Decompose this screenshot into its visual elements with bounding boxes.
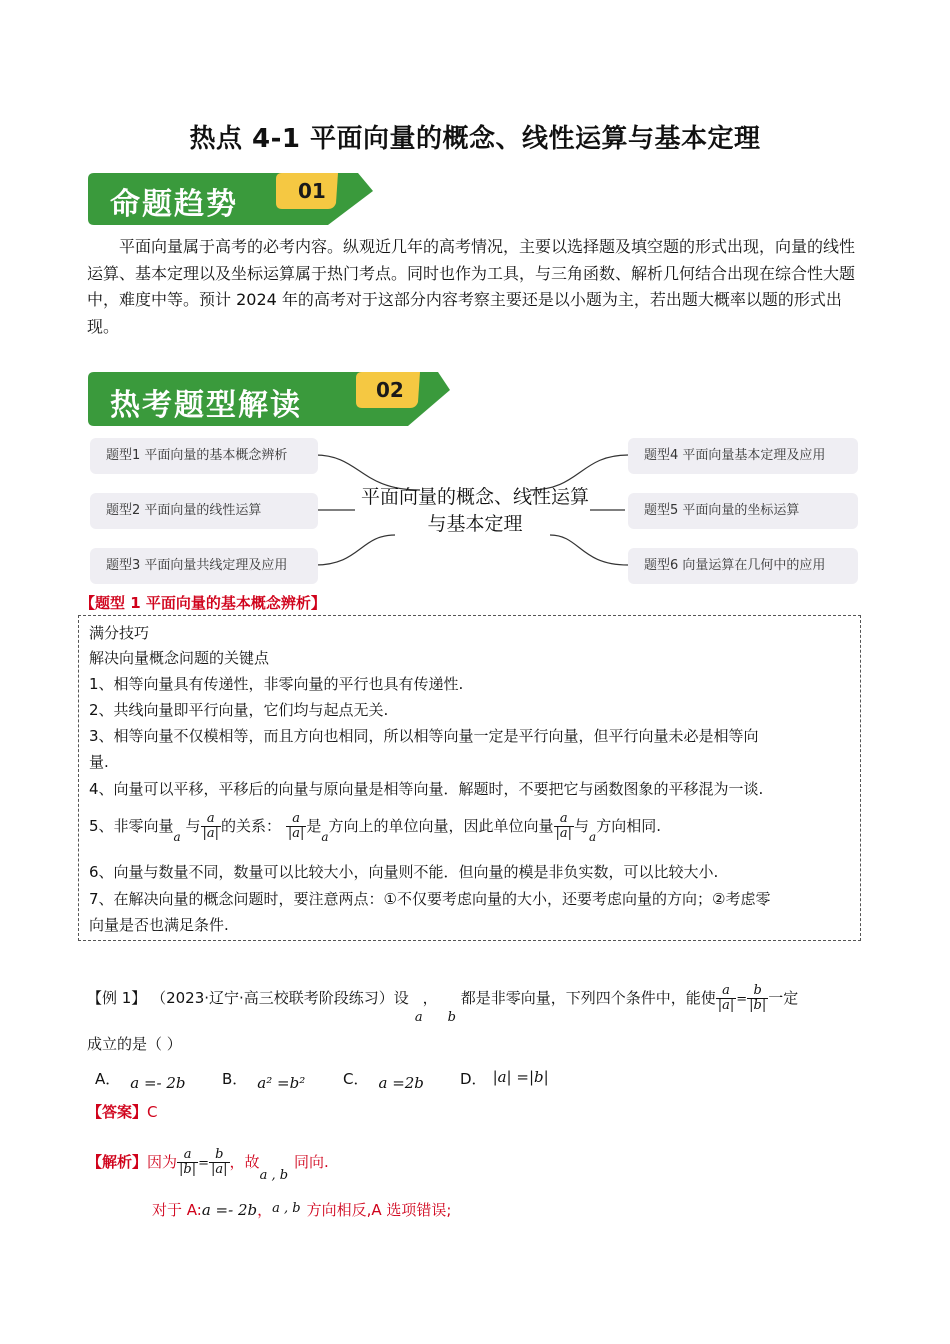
vector-a: a [321, 830, 329, 844]
text: 的关系： [221, 817, 282, 835]
text: 方向上的单位向量，因此单位向量 [328, 817, 554, 835]
option-label: A． [95, 1070, 121, 1088]
example-text: 都是非零向量，下列四个条件中，能使 [460, 989, 716, 1007]
option-label: B． [222, 1070, 248, 1088]
text: 5、非零向量 [89, 817, 174, 835]
mindmap-item-type4: 题型4 平面向量基本定理及应用 [628, 438, 858, 474]
example-1 [87, 984, 798, 1025]
note-expr: a =- 2b [201, 1201, 258, 1219]
unit-vector-fraction [201, 812, 222, 841]
numerator: a [201, 812, 222, 827]
banner-label: 热考题型解读 [110, 388, 302, 423]
tip-item: 2、共线向量即平行向量，它们均与起点无关. [89, 701, 389, 719]
option-expr: a =2b [378, 1074, 424, 1092]
denominator: |a| [202, 826, 220, 841]
option-c[interactable] [343, 1068, 424, 1092]
banner-number: 01 [298, 179, 326, 203]
unit-vector-fraction [554, 812, 575, 841]
text: 方向相同. [596, 817, 661, 835]
vectors-ab: a , b [272, 1201, 301, 1216]
numerator: a [716, 984, 737, 999]
option-expr: a² =b² [257, 1074, 306, 1092]
denominator: |a| [211, 1162, 228, 1177]
text: 与 [185, 817, 201, 835]
analysis-fraction-b [209, 1148, 230, 1177]
tip-item: 7、在解决向量的概念问题时，要注意两点：①不仅要考虑向量的大小，还要考虑向量的方向；②考虑零 [89, 890, 771, 908]
tip-item: 4、向量可以平移，平移后的向量与原向量是相等向量．解题时，不要把它与函数图象的平移混为一谈. [89, 780, 764, 798]
option-a[interactable] [95, 1068, 186, 1092]
tip-item: 向量是否也满足条件. [89, 916, 229, 934]
denominator: |b| [179, 1162, 197, 1177]
tip-item: 6、向量与数量不同，数量可以比较大小，向量则不能．但向量的模是非负实数，可以比较大小. [89, 863, 719, 881]
unit-vector-fraction [286, 812, 307, 841]
vector-a: a [589, 830, 597, 844]
vectors-ab: a , b [259, 1168, 289, 1183]
banner-trend [88, 173, 378, 225]
equals: = [736, 992, 748, 1007]
tips-subheading: 解决向量概念问题的关键点 [89, 649, 270, 667]
note-text: 对于 A: [152, 1201, 202, 1219]
text: 是 [306, 817, 322, 835]
analysis-text: 因为 [147, 1153, 178, 1171]
page-title: 热点 4-1 平面向量的概念、线性运算与基本定理 [189, 124, 761, 154]
analysis-text: ，故 [229, 1153, 260, 1171]
answer [87, 1101, 158, 1122]
mindmap-item-type1: 题型1 平面向量的基本概念辨析 [90, 438, 318, 474]
separator: ， [257, 1201, 273, 1219]
analysis-text: 同向. [294, 1153, 329, 1171]
analysis [87, 1148, 329, 1183]
mindmap-item-type6: 题型6 向量运算在几何中的应用 [628, 548, 858, 584]
answer-value: C [147, 1103, 158, 1121]
denominator: |a| [287, 826, 305, 841]
numerator: a [177, 1148, 198, 1163]
option-b[interactable] [222, 1068, 305, 1092]
example-text: 一定 [768, 989, 799, 1007]
option-label: D． [460, 1070, 487, 1088]
text: 与 [574, 817, 590, 835]
tip-item: 量. [89, 753, 109, 771]
banner-label: 命题趋势 [110, 187, 238, 222]
tip-item-5 [89, 812, 661, 844]
mindmap-item-type5: 题型5 平面向量的坐标运算 [628, 493, 858, 529]
note-text: 方向相反,A 选项错误; [306, 1201, 452, 1219]
example-line2: 成立的是（ ） [87, 1035, 182, 1053]
analysis-fraction-a [177, 1148, 198, 1177]
condition-fraction-b [747, 984, 768, 1013]
tip-item: 3、相等向量不仅模相等，而且方向也相同，所以相等向量一定是平行向量，但平行向量未必是相等向 [89, 727, 759, 745]
option-expr: a =- 2b [130, 1074, 186, 1092]
equals: = [198, 1156, 210, 1171]
numerator: a [554, 812, 575, 827]
vector-b: b [447, 1010, 456, 1025]
denominator: |a| [555, 826, 573, 841]
vector-a: a [173, 830, 181, 844]
vector-a: a [414, 1010, 423, 1025]
denominator: |a| [717, 998, 735, 1013]
option-label: C． [343, 1070, 369, 1088]
numerator: b [747, 984, 768, 999]
numerator: a [286, 812, 307, 827]
example-source: （2023·辽宁·高三校联考阶段练习）设 [151, 989, 409, 1007]
banner-number: 02 [376, 378, 404, 402]
mindmap-item-type2: 题型2 平面向量的线性运算 [90, 493, 318, 529]
separator: ， [422, 989, 438, 1007]
intro-paragraph: 平面向量属于高考的必考内容。纵观近几年的高考情况，主要以选择题及填空题的形式出现，向量的线性运算、基本定理以及坐标运算属于热门考点。同时也作为工具，与三角函数、解析几何结合出现在综合性大题中，难度中等。预计 2024 年的高考对于这部分内容考察主要还是以小题为主，若出题大概率以题的形式出现。 [87, 237, 856, 336]
answer-label: 【答案】 [87, 1103, 148, 1121]
example-label: 【例 1】 [87, 989, 147, 1007]
mindmap-center: 平面向量的概念、线性运算与基本定理 [360, 486, 589, 535]
banner-types [88, 372, 458, 424]
tips-box [78, 615, 861, 941]
denominator: |b| [749, 998, 767, 1013]
mindmap-item-type3: 题型3 平面向量共线定理及应用 [90, 548, 318, 584]
option-expr: |a| =|b| [492, 1068, 549, 1086]
tips-heading: 满分技巧 [89, 624, 150, 642]
tip-item: 1、相等向量具有传递性，非零向量的平行也具有传递性. [89, 675, 464, 693]
condition-fraction-a [716, 984, 737, 1013]
section-heading: 【题型 1 平面向量的基本概念辨析】 [80, 594, 326, 612]
numerator: b [209, 1148, 230, 1163]
analysis-label: 【解析】 [87, 1153, 148, 1171]
option-a-analysis [152, 1199, 451, 1220]
option-d[interactable] [460, 1068, 549, 1089]
